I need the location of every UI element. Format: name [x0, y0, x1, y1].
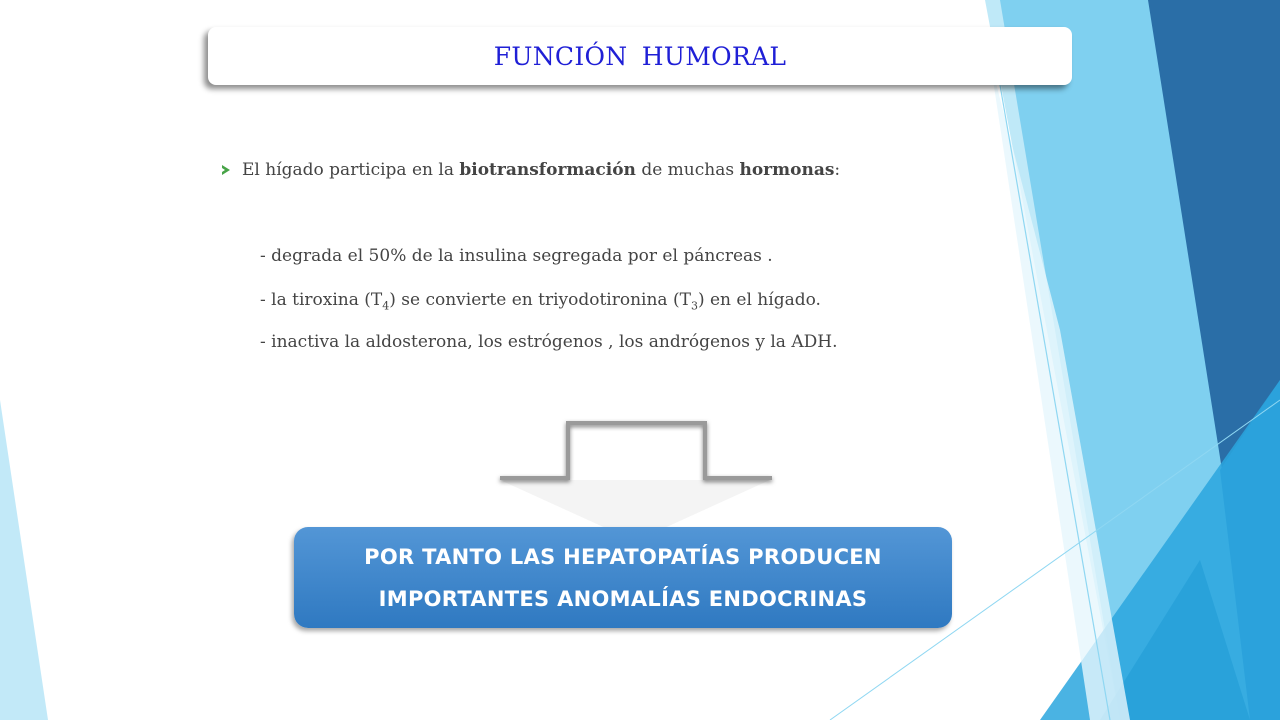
point-text: - la tiroxina (T — [260, 290, 383, 310]
bullet-bold-biotransformacion: biotransformación — [459, 160, 636, 180]
point-aldosterona: - inactiva la aldosterona, los estrógenos , los andrógenos y la ADH. — [260, 332, 838, 352]
bullet-bold-hormonas: hormonas — [739, 160, 835, 180]
title-box — [208, 27, 1072, 85]
slide-title: FUNCIÓN HUMORAL — [493, 41, 787, 71]
point-tiroxina — [260, 290, 821, 312]
bullet-text-part: : — [834, 160, 841, 180]
conclusion-box — [294, 527, 952, 628]
conclusion-line-1: POR TANTO LAS HEPATOPATÍAS PRODUCEN — [364, 544, 882, 569]
subscript: 3 — [690, 299, 698, 313]
main-bullet — [222, 160, 840, 180]
arrow-bullet-icon — [222, 165, 230, 175]
point-text: ) en el hígado. — [697, 290, 821, 310]
bullet-text — [242, 160, 840, 180]
bullet-text-part: de muchas — [635, 160, 740, 180]
subscript: 4 — [382, 299, 390, 313]
point-insulina: - degrada el 50% de la insulina segregada por el páncreas . — [260, 246, 773, 266]
bullet-text-part: El hígado participa en la — [242, 160, 460, 180]
conclusion-line-2: IMPORTANTES ANOMALÍAS ENDOCRINAS — [378, 586, 868, 611]
point-text: ) se convierte en triyodotironina (T — [389, 290, 691, 310]
